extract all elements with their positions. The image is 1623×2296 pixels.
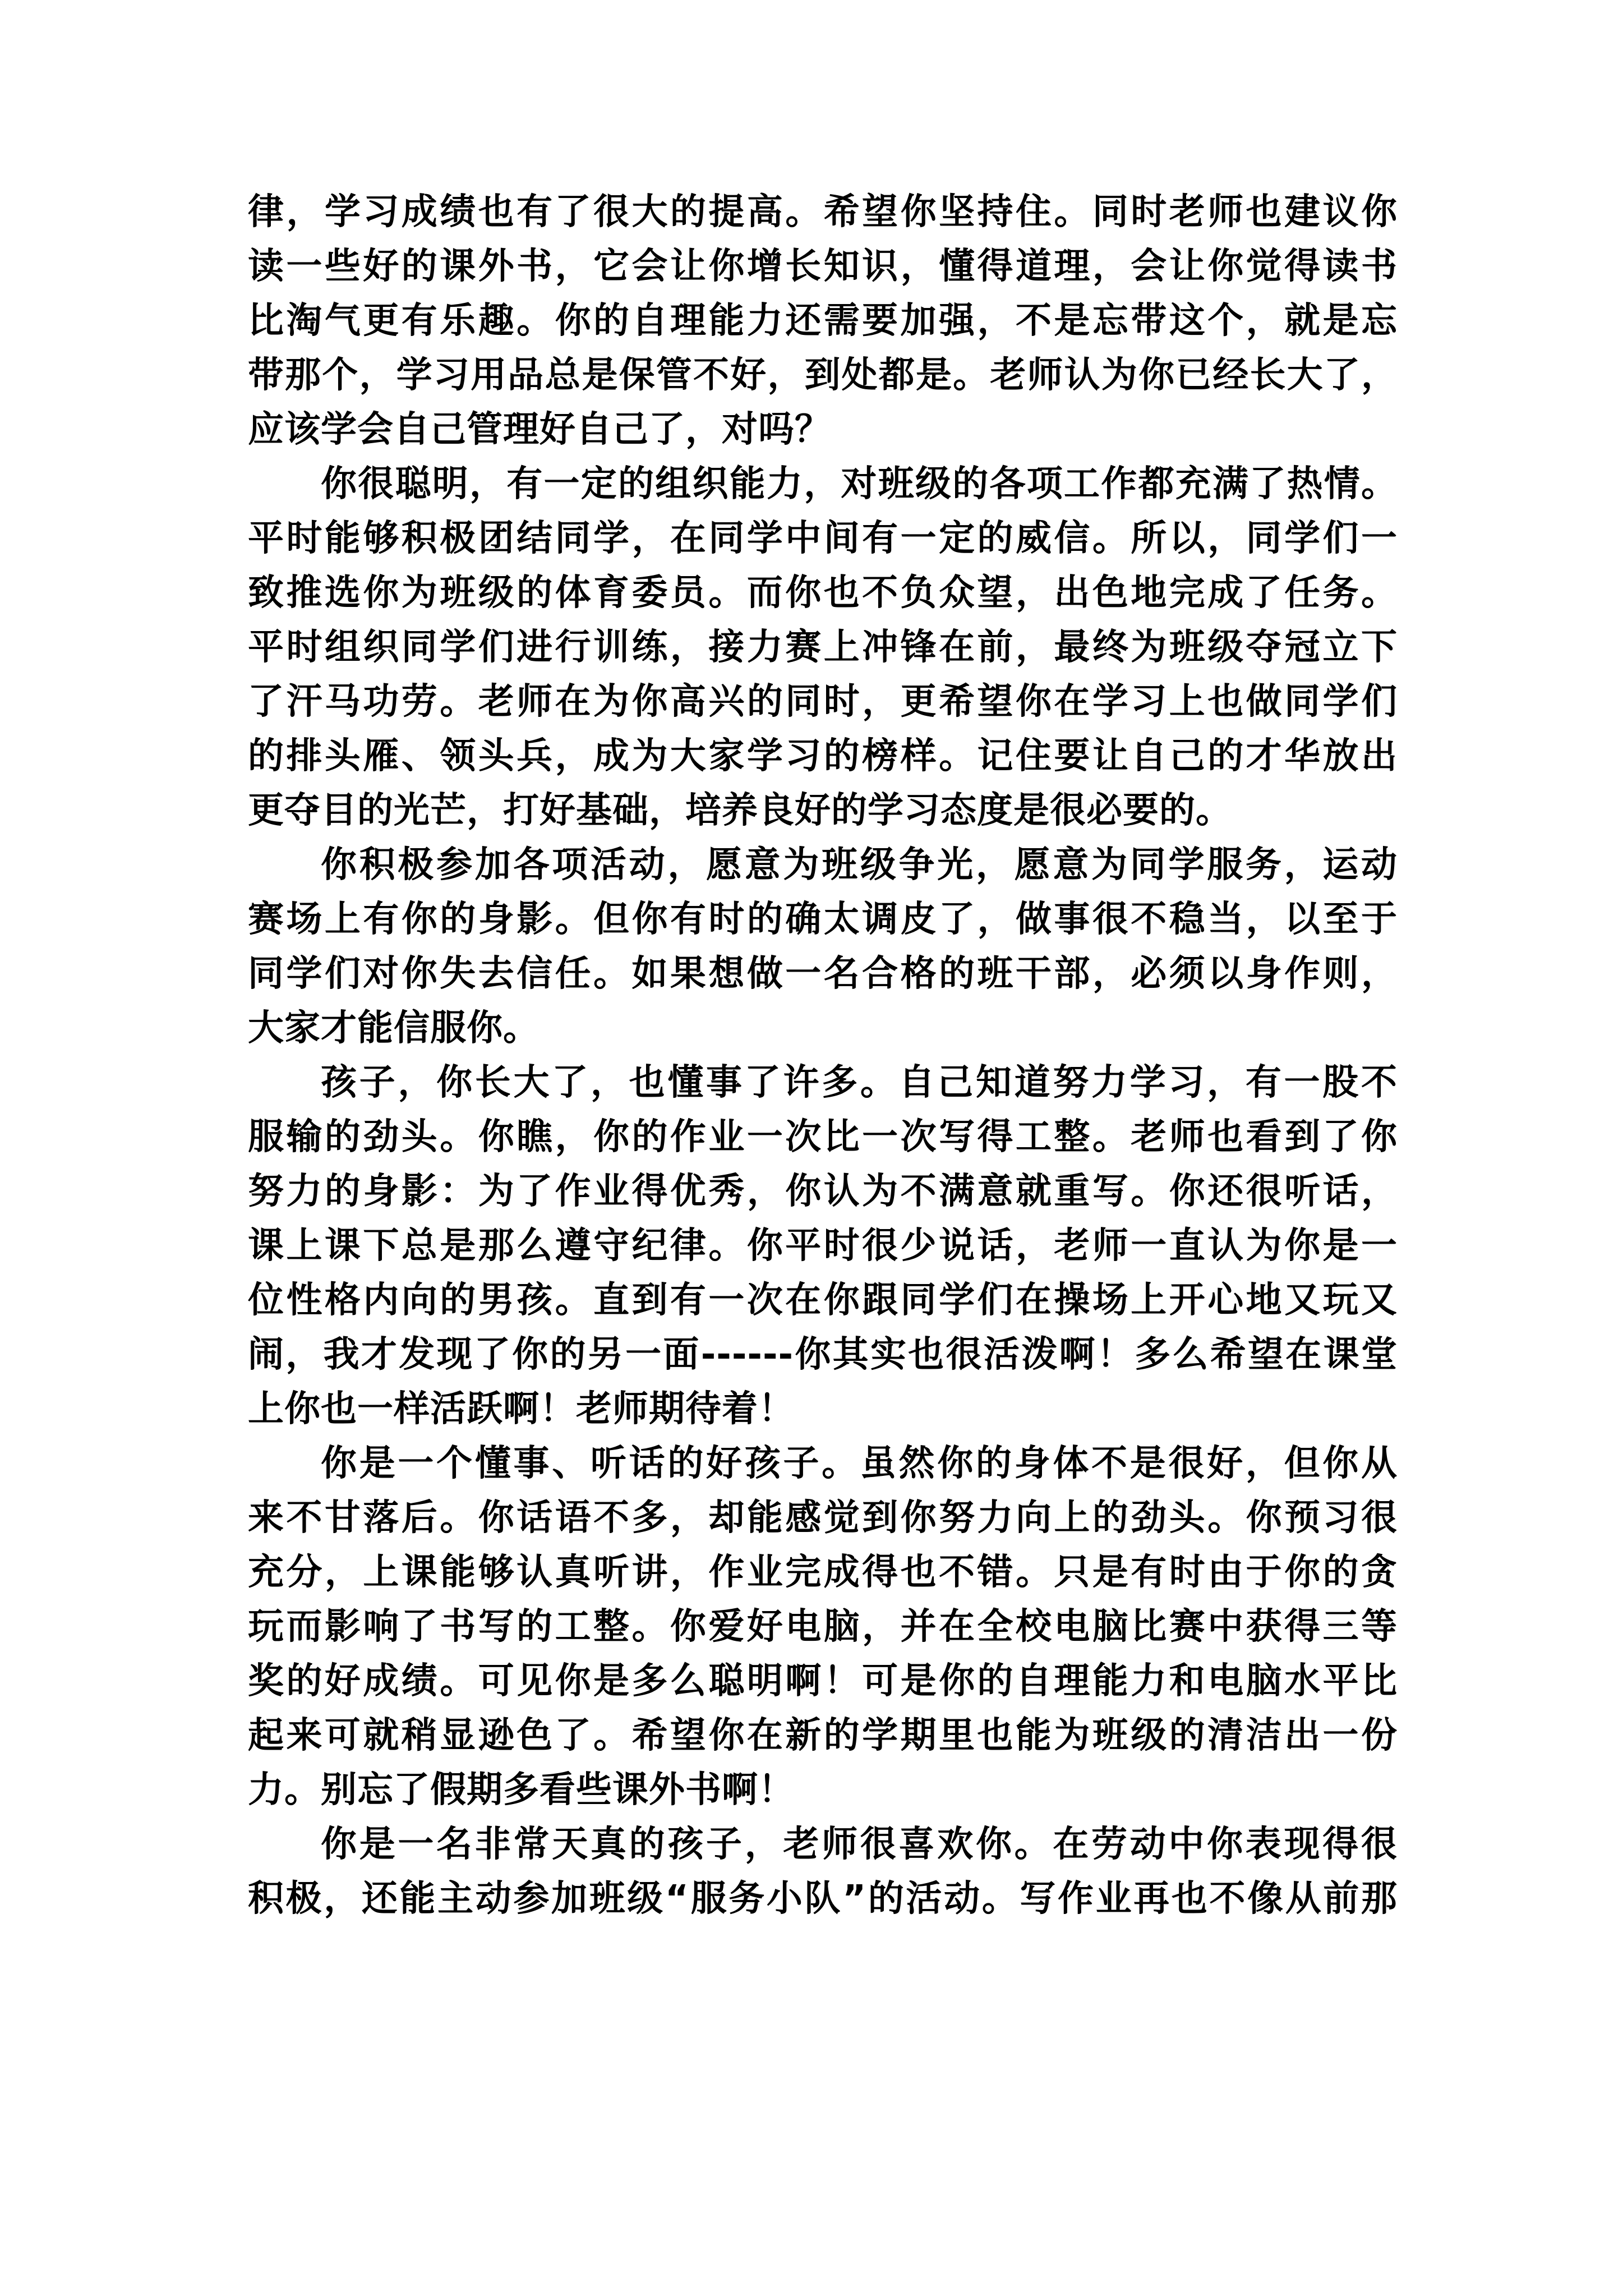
text-line: 位性格内向的男孩。直到有一次在你跟同学们在操场上开心地又玩又 — [248, 1280, 1398, 1321]
text-line: 你是一个懂事、听话的好孩子。虽然你的身体不是很好，但你从 — [321, 1443, 1398, 1484]
text-line: 赛场上有你的身影。但你有时的确太调皮了，做事很不稳当，以至于 — [248, 899, 1398, 940]
text-line: 起来可就稍显逊色了。希望你在新的学期里也能为班级的清洁出一份 — [248, 1715, 1398, 1756]
text-line: 力。别忘了假期多看些课外书啊！ — [248, 1769, 795, 1811]
text-line: 平时组织同学们进行训练，接力赛上冲锋在前，最终为班级夺冠立下 — [248, 627, 1398, 668]
document-body — [248, 185, 1398, 1926]
text-line: 充分，上课能够认真听讲，作业完成得也不错。只是有时由于你的贪 — [248, 1552, 1398, 1593]
text-line: 努力的身影：为了作业得优秀，你认为不满意就重写。你还很听话， — [248, 1171, 1398, 1212]
text-line: 孩子，你长大了，也懂事了许多。自己知道努力学习，有一股不 — [321, 1062, 1398, 1103]
text-line: 玩而影响了书写的工整。你爱好电脑，并在全校电脑比赛中获得三等 — [248, 1606, 1398, 1648]
text-line: 的排头雁、领头兵，成为大家学习的榜样。记住要让自己的才华放出 — [248, 735, 1398, 777]
text-line: 同学们对你失去信任。如果想做一名合格的班干部，必须以身作则， — [248, 953, 1398, 995]
text-line: 闹，我才发现了你的另一面------你其实也很活泼啊！多么希望在课堂 — [248, 1334, 1398, 1375]
text-line: 服输的劲头。你瞧，你的作业一次比一次写得工整。老师也看到了你 — [248, 1116, 1398, 1158]
text-line: 更夺目的光芒，打好基础，培养良好的学习态度是很必要的。 — [248, 790, 1232, 831]
text-line: 你积极参加各项活动，愿意为班级争光，愿意为同学服务，运动 — [321, 844, 1398, 886]
text-line: 了汗马功劳。老师在为你高兴的同时，更希望你在学习上也做同学们 — [248, 681, 1398, 723]
text-line: 积极，还能主动参加班级“服务小队”的活动。写作业再也不像从前那 — [248, 1878, 1398, 1920]
text-line: 读一些好的课外书，它会让你增长知识，懂得道理，会让你觉得读书 — [248, 246, 1398, 287]
text-line: 律，学习成绩也有了很大的提高。希望你坚持住。同时老师也建议你 — [248, 191, 1398, 233]
text-line: 应该学会自己管理好自己了，对吗？ — [248, 409, 831, 450]
text-line: 大家才能信服你。 — [248, 1007, 540, 1049]
text-line: 来不甘落后。你话语不多，却能感觉到你努力向上的劲头。你预习很 — [248, 1497, 1398, 1539]
text-line: 课上课下总是那么遵守纪律。你平时很少说话，老师一直认为你是一 — [248, 1225, 1398, 1267]
text-line: 带那个，学习用品总是保管不好，到处都是。老师认为你已经长大了， — [248, 355, 1398, 396]
text-line: 你很聪明，有一定的组织能力，对班级的各项工作都充满了热情。 — [321, 463, 1398, 505]
text-line: 致推选你为班级的体育委员。而你也不负众望，出色地完成了任务。 — [248, 572, 1398, 614]
text-line: 上你也一样活跃啊！老师期待着！ — [248, 1388, 795, 1430]
text-line: 比淘气更有乐趣。你的自理能力还需要加强，不是忘带这个，就是忘 — [248, 300, 1398, 342]
text-line: 奖的好成绩。可见你是多么聪明啊！可是你的自理能力和电脑水平比 — [248, 1660, 1398, 1702]
text-line: 你是一名非常天真的孩子，老师很喜欢你。在劳动中你表现得很 — [321, 1824, 1398, 1865]
text-line: 平时能够积极团结同学，在同学中间有一定的威信。所以，同学们一 — [248, 518, 1398, 559]
